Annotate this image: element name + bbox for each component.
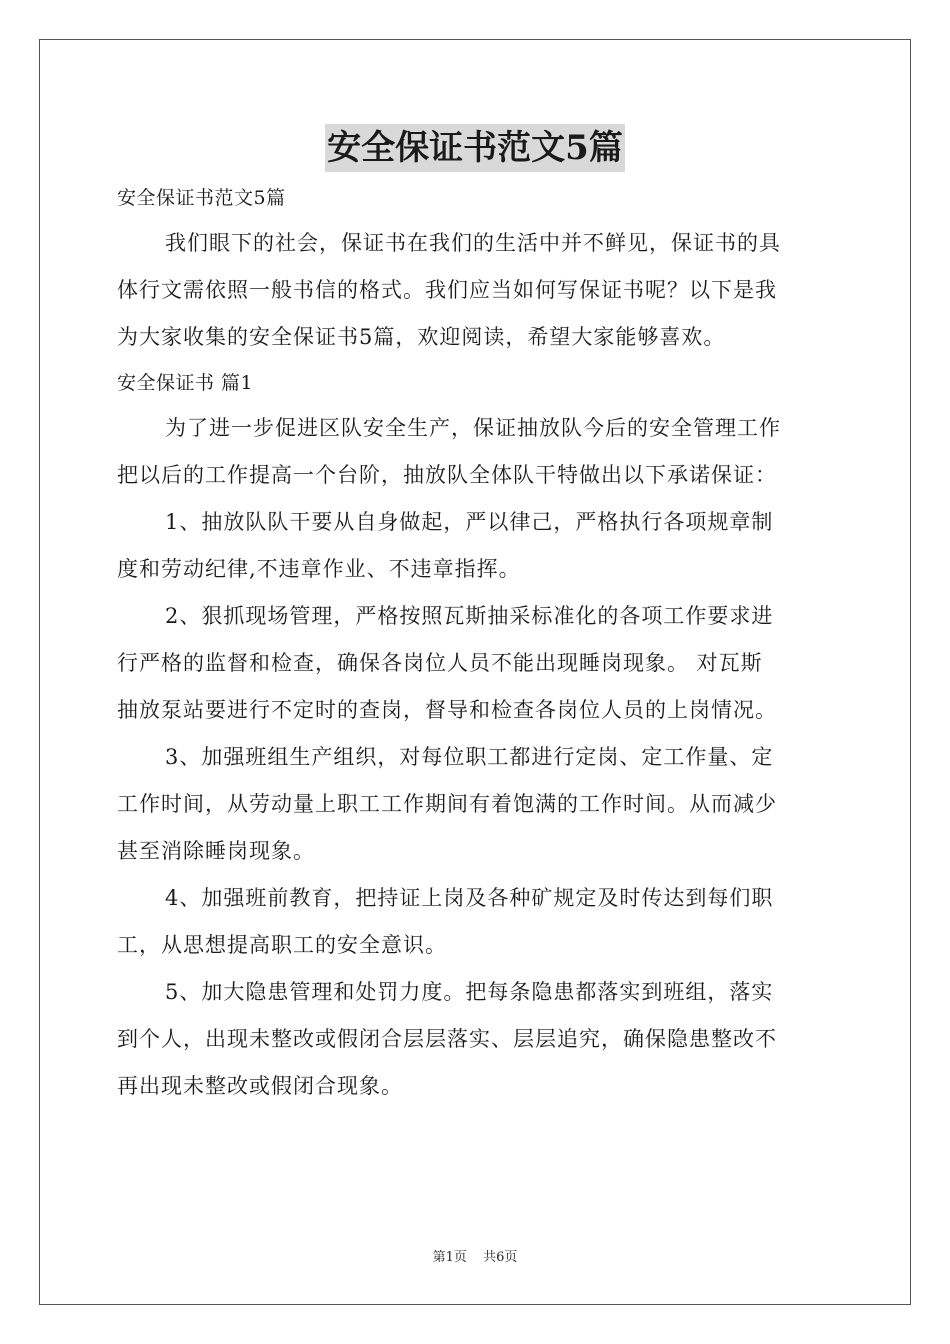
list-item-line: 1、抽放队队干要从自身做起，严以律己，严格执行各项规章制	[165, 510, 774, 534]
list-item-line: 3、加强班组生产组织，对每位职工都进行定岗、定工作量、定	[165, 745, 774, 769]
paragraph-line: 体行文需依照一般书信的格式。我们应当如何写保证书呢？以下是我	[117, 278, 777, 302]
paragraph-line: 把以后的工作提高一个台阶，抽放队全体队干特做出以下承诺保证：	[117, 463, 777, 487]
list-item-line: 工，从思想提高职工的安全意识。	[117, 933, 447, 957]
list-item-line: 5、加大隐患管理和处罚力度。把每条隐患都落实到班组，落实	[165, 980, 774, 1004]
page-footer	[0, 1246, 950, 1265]
list-item-line: 度和劳动纪律,不违章作业、不违章指挥。	[117, 557, 521, 581]
paragraph-line: 我们眼下的社会，保证书在我们的生活中并不鲜见，保证书的具	[165, 231, 781, 255]
list-item-line: 再出现未整改或假闭合现象。	[117, 1074, 403, 1098]
list-item-line: 2、狠抓现场管理，严格按照瓦斯抽采标准化的各项工作要求进	[165, 604, 774, 628]
list-item-line: 工作时间，从劳动量上职工工作期间有着饱满的工作时间。从而减少	[117, 792, 777, 816]
list-item-line: 4、加强班前教育，把持证上岗及各种矿规定及时传达到每们职	[165, 886, 774, 910]
list-item-line: 到个人，出现未整改或假闭合层层落实、层层追究，确保隐患整改不	[117, 1027, 777, 1051]
page-total: 共6页	[483, 1250, 518, 1265]
paragraph-line: 为了进一步促进区队安全生产，保证抽放队今后的安全管理工作	[165, 416, 781, 440]
list-item-line: 甚至消除睡岗现象。	[117, 839, 315, 863]
list-item-line: 抽放泵站要进行不定时的查岗，督导和检查各岗位人员的上岗情况。	[117, 698, 777, 722]
document-body	[117, 176, 837, 1110]
title-container	[0, 124, 950, 172]
paragraph-line: 为大家收集的安全保证书5篇，欢迎阅读，希望大家能够喜欢。	[117, 325, 726, 349]
page-number: 第1页	[432, 1250, 467, 1265]
document-title: 安全保证书范文5篇	[325, 124, 625, 172]
list-item-line: 行严格的监督和检查，确保各岗位人员不能出现睡岗现象。 对瓦斯	[117, 651, 763, 675]
subtitle-line: 安全保证书范文5篇	[117, 187, 286, 209]
section-heading: 安全保证书 篇1	[117, 372, 254, 394]
